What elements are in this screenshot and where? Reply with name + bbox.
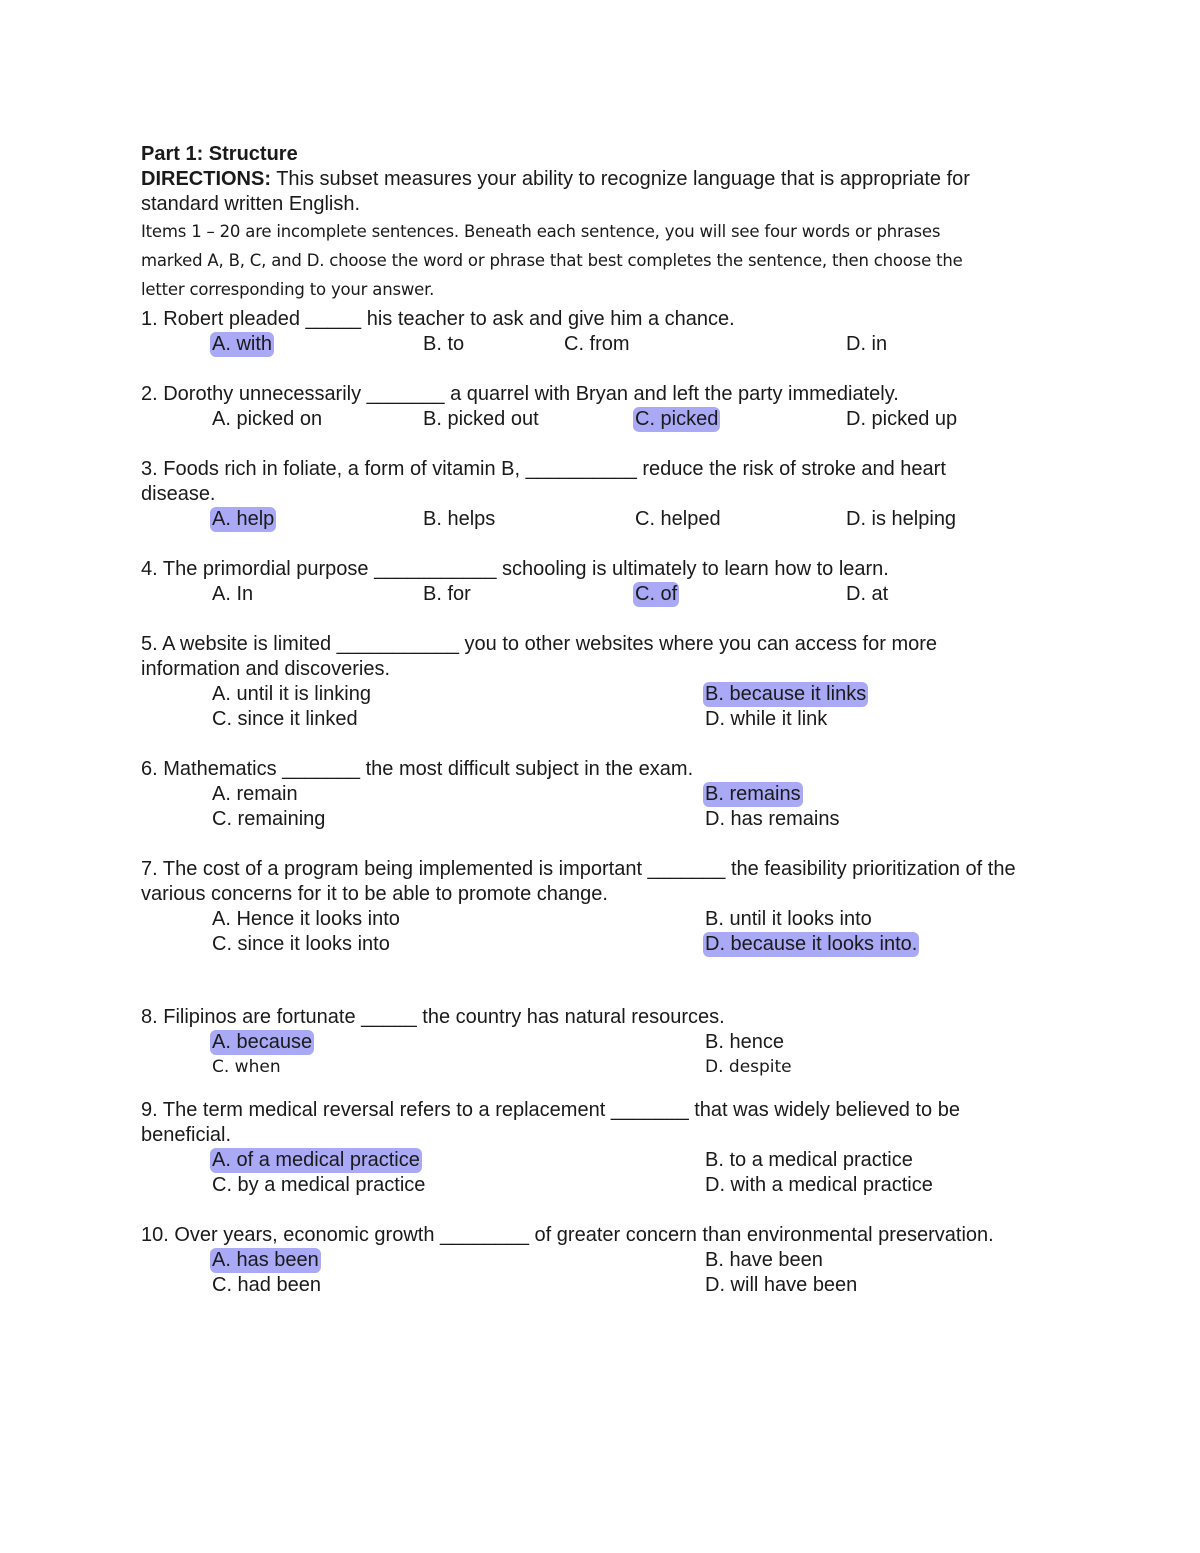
- option-a[interactable]: A. of a medical practice: [212, 1149, 420, 1171]
- option-b[interactable]: B. have been: [705, 1249, 823, 1271]
- option-d[interactable]: D. with a medical practice: [705, 1174, 933, 1196]
- option-d[interactable]: D. picked up: [846, 408, 958, 430]
- question-stem: 10. Over years, economic growth ________ of greater concern than environmental preservation.: [141, 1224, 994, 1246]
- option-d[interactable]: D. at: [846, 583, 889, 605]
- option-d[interactable]: D. while it link: [705, 708, 828, 730]
- option-b[interactable]: B. because it links: [705, 683, 867, 705]
- question-stem: 5. A website is limited ___________ you to other websites where you can access for more information and discoveries.: [141, 633, 938, 680]
- option-c[interactable]: C. had been: [212, 1274, 321, 1296]
- options-row: [141, 1055, 1051, 1080]
- worksheet: [141, 141, 1051, 1298]
- option-b[interactable]: B. helps: [423, 508, 496, 530]
- option-c[interactable]: C. when: [212, 1057, 281, 1077]
- question-stem: 9. The term medical reversal refers to a replacement _______ that was widely believed to be beneficial.: [141, 1099, 960, 1146]
- directions-label: DIRECTIONS:: [141, 168, 271, 190]
- option-c[interactable]: C. from: [564, 333, 630, 355]
- items-note: [141, 217, 1051, 304]
- options-row: [141, 1273, 1051, 1298]
- option-a[interactable]: A. picked on: [212, 408, 323, 430]
- option-b[interactable]: B. until it looks into: [705, 908, 872, 930]
- question-8: [141, 1005, 1051, 1080]
- question-10: [141, 1223, 1051, 1298]
- option-a[interactable]: A. with: [212, 333, 273, 355]
- option-c[interactable]: C. by a medical practice: [212, 1174, 426, 1196]
- question-stem: 1. Robert pleaded _____ his teacher to ask and give him a chance.: [141, 308, 735, 330]
- options-row: [141, 907, 1051, 932]
- option-b[interactable]: B. remains: [705, 783, 801, 805]
- option-c[interactable]: C. remaining: [212, 808, 326, 830]
- option-b[interactable]: B. for: [423, 583, 471, 605]
- options-row: [141, 507, 1051, 532]
- option-a[interactable]: A. remain: [212, 783, 298, 805]
- question-9: [141, 1098, 1051, 1198]
- question-3: [141, 457, 1051, 532]
- option-d[interactable]: D. because it looks into.: [705, 933, 918, 955]
- directions-text: This subset measures your ability to recognize language that is appropriate for standard written English.: [141, 168, 970, 215]
- options-row: [141, 782, 1051, 807]
- options-row: [141, 932, 1051, 957]
- option-a[interactable]: A. Hence it looks into: [212, 908, 400, 930]
- option-d[interactable]: D. despite: [705, 1057, 792, 1077]
- items-note-line: Items 1 – 20 are incomplete sentences. Beneath each sentence, you will see four words or phrases: [141, 222, 941, 241]
- question-4: [141, 557, 1051, 607]
- option-d[interactable]: D. is helping: [846, 508, 957, 530]
- option-a[interactable]: A. help: [212, 508, 275, 530]
- question-stem: 4. The primordial purpose ___________ schooling is ultimately to learn how to learn.: [141, 558, 889, 580]
- options-row: [141, 1248, 1051, 1273]
- option-d[interactable]: D. will have been: [705, 1274, 858, 1296]
- question-stem: 7. The cost of a program being implemented is important _______ the feasibility prioritization of the various concerns for it to be able to promote change.: [141, 858, 1016, 905]
- options-row: [141, 1148, 1051, 1173]
- options-row: [141, 1173, 1051, 1198]
- option-b[interactable]: B. to a medical practice: [705, 1149, 913, 1171]
- option-c[interactable]: C. since it looks into: [212, 933, 390, 955]
- options-row: [141, 707, 1051, 732]
- option-d[interactable]: D. in: [846, 333, 888, 355]
- question-7: [141, 857, 1051, 957]
- question-5: [141, 632, 1051, 732]
- options-row: [141, 332, 1051, 357]
- question-6: [141, 757, 1051, 832]
- options-row: [141, 682, 1051, 707]
- option-d[interactable]: D. has remains: [705, 808, 840, 830]
- question-2: [141, 382, 1051, 432]
- option-c[interactable]: C. helped: [635, 508, 721, 530]
- options-row: [141, 407, 1051, 432]
- options-row: [141, 1030, 1051, 1055]
- question-stem: 6. Mathematics _______ the most difficult subject in the exam.: [141, 758, 694, 780]
- question-1: [141, 307, 1051, 357]
- option-b[interactable]: B. picked out: [423, 408, 539, 430]
- option-b[interactable]: B. to: [423, 333, 465, 355]
- directions: [141, 167, 1051, 217]
- question-stem: 2. Dorothy unnecessarily _______ a quarrel with Bryan and left the party immediately.: [141, 383, 899, 405]
- option-a[interactable]: A. has been: [212, 1249, 319, 1271]
- question-stem: 3. Foods rich in foliate, a form of vitamin B, __________ reduce the risk of stroke and heart disease.: [141, 458, 946, 505]
- option-c[interactable]: C. since it linked: [212, 708, 358, 730]
- option-a[interactable]: A. until it is linking: [212, 683, 371, 705]
- options-row: [141, 582, 1051, 607]
- part-title: Part 1: Structure: [141, 143, 298, 165]
- option-b[interactable]: B. hence: [705, 1031, 784, 1053]
- options-row: [141, 807, 1051, 832]
- items-note-line: letter corresponding to your answer.: [141, 280, 435, 299]
- option-c[interactable]: C. picked: [635, 408, 719, 430]
- question-stem: 8. Filipinos are fortunate _____ the country has natural resources.: [141, 1006, 725, 1028]
- option-a[interactable]: A. because: [212, 1031, 313, 1053]
- option-a[interactable]: A. In: [212, 583, 254, 605]
- option-c[interactable]: C. of: [635, 583, 678, 605]
- items-note-line: marked A, B, C, and D. choose the word or phrase that best completes the sentence, then choose the: [141, 251, 963, 270]
